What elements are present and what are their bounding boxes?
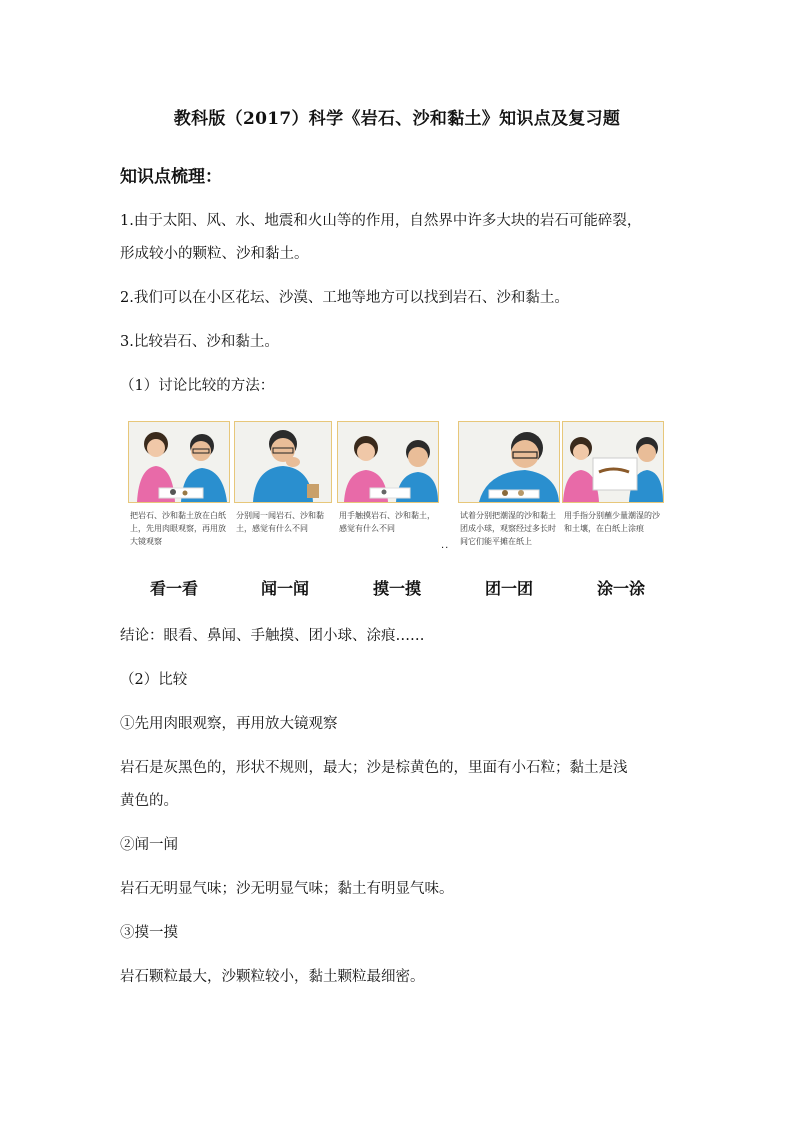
observe-text-line-2: 黄色的。 [120, 793, 178, 809]
photo-roll-image [458, 421, 560, 503]
photo-roll-caption: 试着分别把潮湿的沙和黏土团成小球，观察经过多长时间它们能平摊在纸上 [460, 511, 556, 546]
photo-touch-caption: 用手触摸岩石、沙和黏土，感觉有什么不同 [339, 511, 435, 533]
touch-heading: ③摸一摸 [120, 925, 178, 941]
point-1-line-2: 形成较小的颗粒、沙和黏土。 [120, 246, 309, 262]
method-smell: 闻一闻 [260, 579, 310, 598]
photo-look-caption: 把岩石、沙和黏土放在白纸上，先用肉眼观察，再用放大镜观察 [130, 511, 226, 546]
photo-touch-image [337, 421, 439, 503]
compare-heading: （2）比较 [120, 672, 188, 688]
smell-heading: ②闻一闻 [120, 837, 178, 853]
method-labels [0, 576, 794, 606]
photo-look-image [128, 421, 230, 503]
photo-smell-caption: 分别闻一闻岩石、沙和黏土，感觉有什么不同 [236, 511, 324, 533]
photo-touch [337, 421, 439, 551]
activity-photo-strip [128, 421, 668, 551]
point-2: 2.我们可以在小区花坛、沙漠、工地等地方可以找到岩石、沙和黏土。 [120, 290, 569, 306]
method-touch: 摸一摸 [372, 579, 422, 598]
photo-smear [562, 421, 664, 551]
method-look: 看一看 [149, 579, 199, 598]
point-3: 3.比较岩石、沙和黏土。 [120, 334, 279, 350]
document-title: 教科版（2017）科学《岩石、沙和黏土》知识点及复习题 [173, 109, 621, 129]
observe-heading: ①先用肉眼观察，再用放大镜观察 [120, 716, 338, 732]
photo-smell-image [234, 421, 332, 503]
photo-smear-image [562, 421, 664, 503]
photo-smear-caption: 用手指分别蘸少量潮湿的沙和土壤，在白纸上涂痕 [564, 511, 660, 533]
observe-text-line-1: 岩石是灰黑色的，形状不规则，最大；沙是棕黄色的，里面有小石粒；黏土是浅 [120, 760, 628, 776]
conclusion: 结论：眼看、鼻闻、手触摸、团小球、涂痕…… [120, 628, 425, 644]
ellipsis-dots: ·· [441, 543, 450, 554]
photo-roll [458, 421, 560, 551]
smell-text: 岩石无明显气味；沙无明显气味；黏土有明显气味。 [120, 881, 454, 897]
point-3-1: （1）讨论比较的方法： [120, 378, 275, 394]
section-heading: 知识点梳理： [120, 167, 222, 187]
point-1-line-1: 1.由于太阳、风、水、地震和火山等的作用，自然界中许多大块的岩石可能碎裂， [120, 213, 642, 229]
photo-smell [234, 421, 332, 551]
method-smear: 涂一涂 [596, 579, 646, 598]
photo-look [128, 421, 230, 551]
method-roll: 团一团 [484, 579, 534, 598]
touch-text: 岩石颗粒最大，沙颗粒较小，黏土颗粒最细密。 [120, 969, 425, 985]
